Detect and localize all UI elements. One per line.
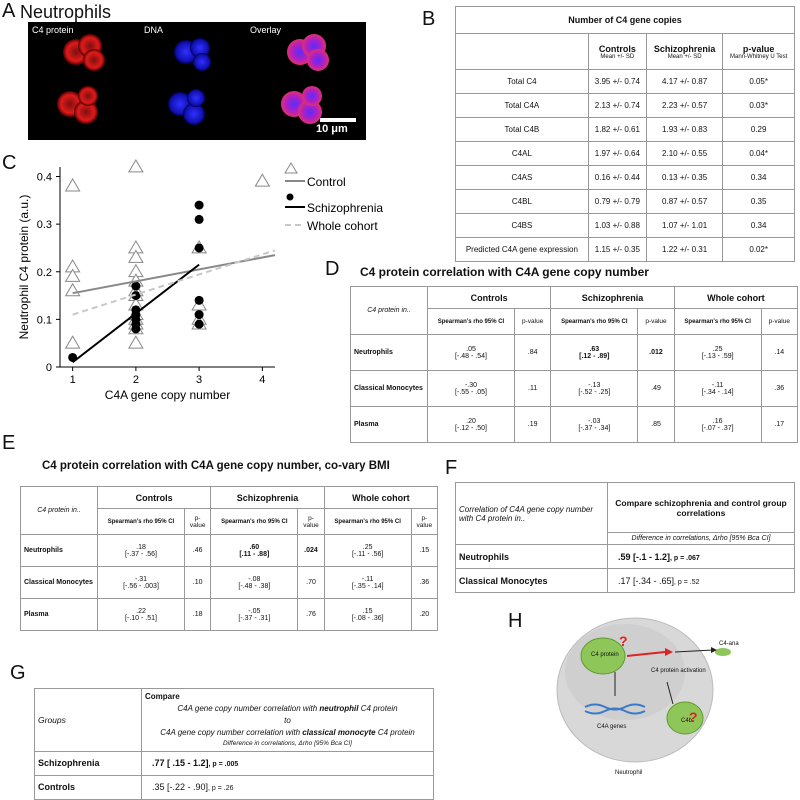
rho-cell xyxy=(98,535,185,567)
rho-cell xyxy=(98,567,185,599)
p-value: , p = .26 xyxy=(208,785,234,793)
row-label: C4BS xyxy=(456,214,589,238)
group-header: Schizophrenia xyxy=(551,287,674,309)
rho-value: -.08 xyxy=(248,575,261,583)
rho-cell xyxy=(551,335,638,371)
schizo-point xyxy=(131,282,140,291)
p-header: p-value xyxy=(411,509,437,535)
g-line1 xyxy=(145,703,430,715)
rho-value: -.05 xyxy=(248,607,261,615)
group-header: Controls xyxy=(98,487,211,509)
legend-control-marker xyxy=(285,163,297,173)
rho-value: -.30 xyxy=(464,381,478,389)
p-cell: .15 xyxy=(411,535,437,567)
rho-cell xyxy=(428,407,515,443)
rho-value: .20 xyxy=(466,417,476,425)
x-tick-label: 4 xyxy=(259,374,266,386)
controls-cell: 0.79 +/- 0.79 xyxy=(588,190,646,214)
h-activation: C4 protein activation xyxy=(651,668,706,674)
panel-a-letter: A xyxy=(2,0,16,22)
schizo-point xyxy=(195,296,204,305)
control-point xyxy=(129,336,143,348)
table-b-row xyxy=(456,238,795,262)
schizo-cell: 0.87 +/- 0.57 xyxy=(646,190,722,214)
table-b-row xyxy=(456,118,795,142)
x-tick-label: 3 xyxy=(196,374,203,386)
table-b-row xyxy=(456,142,795,166)
y-tick-label: 0.4 xyxy=(36,171,52,184)
g-compare: Compare xyxy=(145,692,180,701)
row-label: Plasma xyxy=(351,407,428,443)
rho-cell xyxy=(324,567,411,599)
p-value: , p = .005 xyxy=(208,761,239,769)
p-cell: .11 xyxy=(515,371,551,407)
p-cell: 0.05* xyxy=(723,70,795,94)
g-compare-cell xyxy=(142,689,434,752)
schizo-point xyxy=(131,324,140,333)
table-b xyxy=(455,6,795,262)
rho-ci: [-.35 - .14] xyxy=(351,582,384,590)
p-header: p-value xyxy=(185,509,211,535)
h-q2: ? xyxy=(689,709,698,725)
rho-value: -.13 xyxy=(588,381,601,389)
g-line1-bold: neutrophil xyxy=(319,704,359,713)
rho-ci: [-.37 - .56] xyxy=(125,550,157,558)
rho-cell xyxy=(98,599,185,631)
rho-ci: [.11 - .88] xyxy=(239,550,270,558)
row-label: Classical Monocytes xyxy=(21,567,98,599)
p-cell: .024 xyxy=(298,535,324,567)
p-header: p-value xyxy=(515,309,551,335)
rho-ci: [-.10 - .51] xyxy=(125,614,157,622)
row-label: C4BL xyxy=(456,190,589,214)
rho-value: .16 xyxy=(712,417,723,425)
panel-c-letter: C xyxy=(2,152,17,174)
scale-label: 10 μm xyxy=(316,123,348,135)
p-cell: .49 xyxy=(638,371,674,407)
rho-ci: [-.08 - .36] xyxy=(351,614,384,622)
rho-ci: [.12 - .89] xyxy=(579,352,610,360)
h-c4protein: C4 protein xyxy=(591,652,619,658)
overlay-cells xyxy=(281,34,329,124)
table-b-row xyxy=(456,190,795,214)
rho-value: .25 xyxy=(712,345,723,353)
schizo-point xyxy=(195,201,204,210)
f-rowhead: Correlation of C4A gene copy number with C4 protein in.. xyxy=(456,483,608,545)
schizo-cell: 1.22 +/- 0.31 xyxy=(646,238,722,262)
rho-cell xyxy=(674,371,761,407)
table-d xyxy=(350,286,798,443)
p-cell: 0.04* xyxy=(723,142,795,166)
rho-cell xyxy=(428,335,515,371)
rho-value: .05 xyxy=(466,345,476,353)
c4-ana-blob xyxy=(715,648,731,656)
p-cell: .17 xyxy=(761,407,797,443)
rho-cell xyxy=(674,407,761,443)
row-label: Total C4B xyxy=(456,118,589,142)
table-row xyxy=(456,569,795,593)
g-line2 xyxy=(145,727,430,739)
table-row xyxy=(21,535,438,567)
p-cell: .19 xyxy=(515,407,551,443)
p-cell: .10 xyxy=(185,567,211,599)
table-row xyxy=(21,599,438,631)
rho-ci: [-.56 - .003] xyxy=(123,582,159,590)
rho-value: -.11 xyxy=(711,381,724,389)
value: .59 [-.1 - 1.2] xyxy=(618,551,671,562)
table-row xyxy=(35,775,434,799)
p-cell: .36 xyxy=(761,371,797,407)
row-label: Predicted C4A gene expression xyxy=(456,238,589,262)
sub-mean-1: Mean +/- SD xyxy=(600,53,635,60)
row-label: Total C4A xyxy=(456,94,589,118)
row-label: Schizophrenia xyxy=(35,751,142,775)
legend-schizo: Schizophrenia xyxy=(307,201,384,215)
row-label: Neutrophils xyxy=(456,545,608,569)
p-cell: .18 xyxy=(185,599,211,631)
y-tick-label: 0.2 xyxy=(36,266,52,279)
legend-control: Control xyxy=(307,175,346,189)
panel-d-letter: D xyxy=(325,258,340,280)
value: .77 [ .15 - 1.2] xyxy=(152,758,209,769)
rho-value: .15 xyxy=(362,607,373,615)
controls-cell: 3.95 +/- 0.74 xyxy=(588,70,646,94)
col-controls: Controls xyxy=(598,43,636,54)
rho-cell xyxy=(324,599,411,631)
g-line1-post: C4 protein xyxy=(358,704,398,713)
rho-value: .18 xyxy=(136,543,146,551)
p-cell: .14 xyxy=(761,335,797,371)
rowhead: C4 protein in.. xyxy=(21,487,98,535)
h-cell: Neutrophil xyxy=(615,770,643,776)
controls-cell: 1.15 +/- 0.35 xyxy=(588,238,646,262)
y-tick-label: 0.1 xyxy=(36,314,52,327)
p-cell: 0.35 xyxy=(723,190,795,214)
table-row xyxy=(456,545,795,569)
schizo-point xyxy=(195,310,204,319)
rho-ci: [-.11 - .56] xyxy=(351,550,384,558)
legend-whole: Whole cohort xyxy=(307,219,378,233)
y-tick-label: 0 xyxy=(45,362,52,374)
rho-header: Spearman's rho 95% CI xyxy=(674,309,761,335)
rho-cell xyxy=(428,371,515,407)
y-axis-label: Neutrophil C4 protein (a.u.) xyxy=(17,194,31,340)
p-cell: 0.34 xyxy=(723,214,795,238)
sub-mean-2: Mean +/- SD xyxy=(667,53,702,60)
schizo-point xyxy=(195,243,204,252)
panel-g-letter: G xyxy=(10,662,26,684)
row-label: Neutrophils xyxy=(351,335,428,371)
row-label: Plasma xyxy=(21,599,98,631)
label-c4-protein: C4 protein xyxy=(32,25,74,35)
rho-header: Spearman's rho 95% CI xyxy=(324,509,411,535)
panel-e-letter: E xyxy=(2,432,16,454)
control-point xyxy=(66,179,80,191)
rho-ci: [-.52 - .25] xyxy=(578,388,611,396)
g-line2-pre: C4A gene copy number correlation with xyxy=(160,728,303,737)
p-cell: 0.29 xyxy=(723,118,795,142)
group-header: Controls xyxy=(428,287,551,309)
value-cell xyxy=(608,545,795,569)
control-point xyxy=(129,160,143,172)
group-header: Whole cohort xyxy=(324,487,437,509)
red-cells xyxy=(57,34,105,124)
rho-value: .60 xyxy=(249,543,260,551)
p-cell: .70 xyxy=(298,567,324,599)
g-groups: Groups xyxy=(35,689,142,752)
y-tick-label: 0.3 xyxy=(36,219,52,232)
h-c4ana: C4-ana xyxy=(719,641,739,647)
rho-value: .63 xyxy=(589,345,600,353)
table-b-title: Number of C4 gene copies xyxy=(456,7,795,34)
rowhead: C4 protein in.. xyxy=(351,287,428,335)
row-label: Total C4 xyxy=(456,70,589,94)
table-g xyxy=(34,688,434,800)
sub-test: Mann-Whitney U Test xyxy=(730,53,788,60)
table-e xyxy=(20,486,438,631)
rho-header: Spearman's rho 95% CI xyxy=(98,509,185,535)
rho-ci: [-.48 - .54] xyxy=(455,352,487,360)
rho-ci: [-.13 - .59] xyxy=(701,352,734,360)
rho-cell xyxy=(211,567,298,599)
f-sub: Difference in correlations, Δrho [95% Bca CI] xyxy=(608,533,795,545)
panel-e-title: C4 protein correlation with C4A gene copy number, co-vary BMI xyxy=(42,460,390,472)
controls-cell: 0.16 +/- 0.44 xyxy=(588,166,646,190)
h-genes: C4A genes xyxy=(597,724,627,730)
table-row xyxy=(35,751,434,775)
schizo-cell: 2.23 +/- 0.57 xyxy=(646,94,722,118)
g-line2-bold: classical monocyte xyxy=(302,728,376,737)
rho-cell xyxy=(211,599,298,631)
g-to: to xyxy=(284,716,291,725)
table-f xyxy=(455,482,795,593)
p-cell: .46 xyxy=(185,535,211,567)
schizo-point xyxy=(195,320,204,329)
value: .17 [-.34 - .65] xyxy=(618,575,675,586)
table-row xyxy=(21,567,438,599)
value-cell xyxy=(142,775,434,799)
p-header: p-value xyxy=(761,309,797,335)
table-row xyxy=(351,371,798,407)
table-row xyxy=(351,407,798,443)
rho-ci: [-.12 - .50] xyxy=(455,424,487,432)
g-line1-pre: C4A gene copy number correlation with xyxy=(177,704,320,713)
value-cell xyxy=(142,751,434,775)
neutrophil-diagram xyxy=(555,612,795,778)
row-label: C4AS xyxy=(456,166,589,190)
microscopy-image xyxy=(28,22,366,140)
g-sub: Difference in correlations, Δrho [95% Bca CI] xyxy=(222,740,352,747)
blue-cells xyxy=(168,38,211,125)
p-header: p-value xyxy=(298,509,324,535)
schizo-cell: 2.10 +/- 0.55 xyxy=(646,142,722,166)
value-cell xyxy=(608,569,795,593)
panel-b-letter: B xyxy=(422,8,436,30)
control-point xyxy=(66,284,80,296)
p-cell: .20 xyxy=(411,599,437,631)
h-c4b: C4b xyxy=(681,718,693,724)
rho-cell xyxy=(211,535,298,567)
col-p: p-value xyxy=(742,43,775,54)
rho-cell xyxy=(674,335,761,371)
rho-value: -.11 xyxy=(361,575,374,583)
p-value: , p = .52 xyxy=(674,578,700,586)
row-label: Neutrophils xyxy=(21,535,98,567)
rho-value: .25 xyxy=(362,543,373,551)
col-schizo: Schizophrenia xyxy=(653,43,716,54)
label-dna: DNA xyxy=(144,25,164,35)
p-cell: .85 xyxy=(638,407,674,443)
schizo-point xyxy=(195,215,204,224)
panel-d-title: C4 protein correlation with C4A gene copy number xyxy=(360,265,649,279)
rho-value: -.31 xyxy=(134,575,148,583)
controls-cell: 2.13 +/- 0.74 xyxy=(588,94,646,118)
label-overlay: Overlay xyxy=(250,25,282,35)
panel-a-title: Neutrophils xyxy=(20,2,112,22)
rho-cell xyxy=(324,535,411,567)
h-q1: ? xyxy=(619,633,628,649)
row-label: Classical Monocytes xyxy=(456,569,608,593)
value: .35 [-.22 - .90] xyxy=(152,782,209,793)
group-header: Whole cohort xyxy=(674,287,797,309)
rho-ci: [-.48 - .38] xyxy=(238,582,271,590)
table-b-blank xyxy=(456,34,589,70)
p-cell: 0.03* xyxy=(723,94,795,118)
table-row xyxy=(351,335,798,371)
panel-f-letter: F xyxy=(445,457,458,479)
controls-cell: 1.03 +/- 0.88 xyxy=(588,214,646,238)
g-line2-post: C4 protein xyxy=(375,728,415,737)
row-label: Classical Monocytes xyxy=(351,371,428,407)
rho-cell xyxy=(551,371,638,407)
p-cell: .012 xyxy=(638,335,674,371)
scale-bar xyxy=(320,118,356,122)
x-tick-label: 2 xyxy=(132,374,139,386)
schizo-cell: 1.93 +/- 0.83 xyxy=(646,118,722,142)
p-cell: 0.02* xyxy=(723,238,795,262)
rho-ci: [-.07 - .37] xyxy=(701,424,734,432)
rho-header: Spearman's rho 95% CI xyxy=(211,509,298,535)
p-cell: 0.34 xyxy=(723,166,795,190)
group-header: Schizophrenia xyxy=(211,487,324,509)
row-label: Controls xyxy=(35,775,142,799)
rho-header: Spearman's rho 95% CI xyxy=(428,309,515,335)
rho-ci: [-.37 - .34] xyxy=(578,424,611,432)
scatter-chart xyxy=(0,155,400,410)
p-cell: .76 xyxy=(298,599,324,631)
rho-ci: [-.34 - .14] xyxy=(701,388,734,396)
table-b-row xyxy=(456,70,795,94)
f-colhead: Compare schizophrenia and control group correlations xyxy=(608,483,795,533)
control-point xyxy=(255,174,269,186)
control-point xyxy=(66,336,80,348)
rho-ci: [-.37 - .31] xyxy=(238,614,271,622)
rho-value: -.03 xyxy=(588,417,601,425)
rho-cell xyxy=(551,407,638,443)
x-tick-label: 1 xyxy=(69,374,76,386)
table-b-row xyxy=(456,214,795,238)
fit-line xyxy=(73,250,275,314)
schizo-cell: 0.13 +/- 0.35 xyxy=(646,166,722,190)
controls-cell: 1.97 +/- 0.64 xyxy=(588,142,646,166)
schizo-cell: 4.17 +/- 0.87 xyxy=(646,70,722,94)
legend-schizo-marker xyxy=(287,194,294,201)
schizo-cell: 1.07 +/- 1.01 xyxy=(646,214,722,238)
controls-cell: 1.82 +/- 0.61 xyxy=(588,118,646,142)
p-header: p-value xyxy=(638,309,674,335)
row-label: C4AL xyxy=(456,142,589,166)
p-cell: .36 xyxy=(411,567,437,599)
rho-header: Spearman's rho 95% CI xyxy=(551,309,638,335)
rho-ci: [-.55 - .05] xyxy=(455,388,487,396)
x-axis-label: C4A gene copy number xyxy=(104,388,231,402)
p-cell: .84 xyxy=(515,335,551,371)
panel-h-letter: H xyxy=(508,610,523,632)
table-b-row xyxy=(456,166,795,190)
p-value: , p = .067 xyxy=(670,554,700,562)
rho-value: .22 xyxy=(136,607,146,615)
table-b-row xyxy=(456,94,795,118)
